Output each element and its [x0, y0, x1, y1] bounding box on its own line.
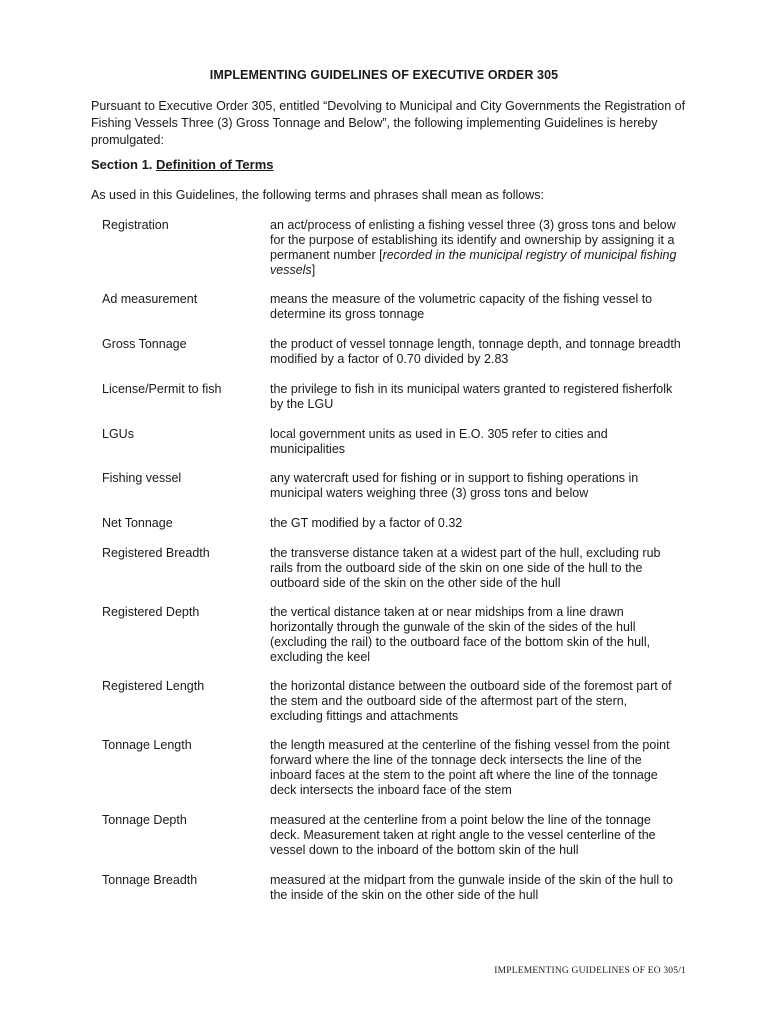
term-tonnage-breadth: Tonnage Breadth [102, 873, 198, 887]
term-registered-breadth: Registered Breadth [102, 546, 210, 560]
document-title: IMPLEMENTING GUIDELINES OF EXECUTIVE ORDER 305 [209, 68, 559, 82]
definition-tonnage-depth: measured at the centerline from a point below the line of the tonnage deck. Measurement taken at right angle to the vessel centerline of the vessel down to the inboard of the bottom skin of the hull [270, 813, 656, 857]
definition-tonnage-breadth: measured at the midpart from the gunwale inside of the skin of the hull to the inside of the skin on the other side of the hull [270, 873, 674, 902]
definition-text: an act/process of enlisting a fishing vessel three (3) gross tons and below for the purpose of establishing its identify and ownership by assigning it a permanent number [ [270, 218, 676, 262]
definition-net-tonnage: the GT modified by a factor of 0.32 [270, 516, 463, 530]
definition-license-permit: the privilege to fish in its municipal waters granted to registered fisherfolk by the LGU [270, 382, 673, 411]
definition-gross-tonnage: the product of vessel tonnage length, tonnage depth, and tonnage breadth modified by a factor of 0.70 divided by 2.83 [270, 337, 681, 366]
definition-registration [270, 218, 682, 278]
term-lgus: LGUs [102, 427, 134, 441]
section-prefix: Section 1. [91, 157, 157, 172]
definition-registered-depth: the vertical distance taken at or near midships from a line drawn horizontally through the gunwale of the skin of the sides of the hull (excluding the rail) to the outboard face of the bottom skin of the hull, excluding the keel [270, 605, 651, 664]
definition-tonnage-length: the length measured at the centerline of the fishing vessel from the point forward where the line of the tonnage deck intersects the line of the inboard faces at the stem to the point aft where the line of the tonnage deck intersects the inboard face of the stem [270, 738, 670, 797]
page-footer: IMPLEMENTING GUIDELINES OF EO 305/1 [494, 966, 686, 976]
term-registered-depth: Registered Depth [102, 605, 200, 619]
definition-registered-breadth: the transverse distance taken at a widest part of the hull, excluding rub rails from the outboard side of the skin on one side of the hull to the outboard side of the skin on the other side of the hull [270, 546, 661, 590]
section-heading [91, 157, 274, 172]
term-ad-measurement: Ad measurement [102, 292, 198, 306]
section-title: Definition of Terms [156, 157, 274, 172]
term-net-tonnage: Net Tonnage [102, 516, 173, 530]
term-license-permit: License/Permit to fish [102, 382, 222, 396]
term-registration: Registration [102, 218, 169, 232]
term-tonnage-length: Tonnage Length [102, 738, 192, 752]
term-gross-tonnage: Gross Tonnage [102, 337, 187, 351]
intro-paragraph: Pursuant to Executive Order 305, entitled “Devolving to Municipal and City Governments the Registration of Fishing Vessels Three (3) Gross Tonnage and Below”, the following implementing Guidelines is hereby promulgated: [91, 99, 686, 147]
lead-paragraph: As used in this Guidelines, the following terms and phrases shall mean as follows: [91, 188, 545, 202]
definition-ad-measurement: means the measure of the volumetric capacity of the fishing vessel to determine its gross tonnage [270, 292, 653, 321]
definition-italic-text: recorded in the municipal registry of municipal fishing vessels [270, 248, 677, 277]
term-tonnage-depth: Tonnage Depth [102, 813, 187, 827]
term-registered-length: Registered Length [102, 679, 205, 693]
definition-fishing-vessel: any watercraft used for fishing or in support to fishing operations in municipal waters weighing three (3) gross tons and below [270, 471, 639, 500]
definition-lgus: local government units as used in E.O. 305 refer to cities and municipalities [270, 427, 608, 456]
definition-registered-length: the horizontal distance between the outboard side of the foremost part of the stem and the outboard side of the aftermost part of the stern, excluding fittings and attachments [270, 679, 672, 723]
definition-end: ] [311, 263, 316, 277]
term-fishing-vessel: Fishing vessel [102, 471, 182, 485]
